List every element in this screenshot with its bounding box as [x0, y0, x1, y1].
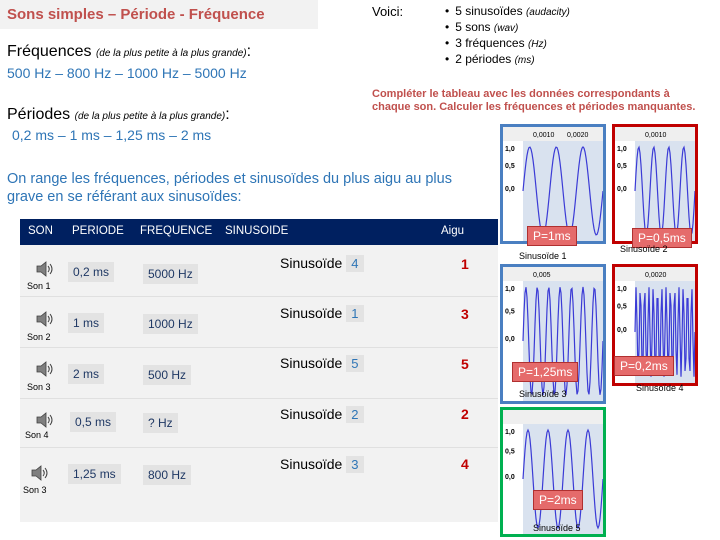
sinusoid-panel-2 — [612, 124, 698, 244]
amplitude-label: 1,0 — [505, 286, 515, 293]
sinusoid-panel-5 — [500, 407, 606, 537]
amplitude-label: 0,5 — [505, 308, 515, 316]
amplitude-label: 0,0 — [505, 474, 515, 481]
amplitude-label: 1,0 — [617, 146, 627, 153]
header-frequence: FREQUENCE — [140, 225, 213, 237]
frequence-cell: 800 Hz — [143, 465, 191, 485]
rank-cell: 5 — [461, 356, 469, 372]
frequencies-heading: Fréquences (de la plus petite à la plus grande): — [7, 43, 252, 60]
sinusoide-cell: Sinusoïde 2 — [280, 406, 364, 423]
waveform-plot — [503, 410, 603, 534]
row-divider — [20, 447, 498, 448]
period-box: P=1,25ms — [512, 362, 578, 382]
speaker-icon[interactable] — [35, 260, 55, 278]
speaker-icon[interactable] — [35, 360, 55, 378]
range-text: On range les fréquences, périodes et sinusoïdes du plus aigu au plus grave en se référant aux sinusoïdes: — [7, 171, 452, 205]
amplitude-label: 0,0 — [617, 327, 627, 334]
slide-title: Sons simples – Période - Fréquence — [7, 6, 265, 23]
son-label: Son 4 — [25, 430, 49, 440]
period-box: P=1ms — [527, 226, 577, 246]
amplitude-label: 1,0 — [505, 429, 515, 436]
instruction-text: Compléter le tableau avec les données correspondants à chaque son. Calculer les fréquences et périodes manquantes. — [372, 88, 696, 113]
sinusoid-label: Sinusoïde 2 — [620, 244, 668, 254]
periode-cell: 2 ms — [68, 364, 104, 384]
time-ruler — [503, 410, 603, 424]
time-tick-label: 0,0010 — [533, 132, 555, 139]
row-divider — [20, 398, 498, 399]
voici-item: • 5 sons (wav) — [445, 20, 570, 36]
time-tick-label: 0,0020 — [645, 272, 667, 279]
header-son: SON — [28, 225, 53, 237]
sinusoide-cell: Sinusoïde 5 — [280, 355, 364, 372]
rank-cell: 2 — [461, 406, 469, 422]
waveform-plot — [615, 127, 695, 241]
speaker-icon[interactable] — [30, 464, 50, 482]
periode-cell: 0,5 ms — [70, 412, 116, 432]
periode-cell: 0,2 ms — [68, 262, 114, 282]
sinusoid-label: Sinusoïde 5 — [533, 523, 581, 533]
frequence-cell: 5000 Hz — [143, 264, 198, 284]
time-tick-label: 0,0010 — [645, 132, 667, 139]
sinusoid-label: Sinusoïde 3 — [519, 389, 567, 399]
period-box: P=2ms — [533, 490, 583, 510]
row-divider — [20, 296, 498, 297]
amplitude-label: 0,5 — [505, 163, 515, 170]
sinusoide-cell: Sinusoïde 4 — [280, 255, 364, 272]
frequence-cell: ? Hz — [143, 413, 178, 433]
frequence-cell: 1000 Hz — [143, 314, 198, 334]
frequence-cell: 500 Hz — [143, 365, 191, 385]
frequencies-values: 500 Hz – 800 Hz – 1000 Hz – 5000 Hz — [7, 65, 247, 81]
voici-label: Voici: — [372, 4, 404, 19]
amplitude-label: 0,0 — [505, 186, 515, 193]
speaker-icon[interactable] — [35, 310, 55, 328]
voici-list — [445, 4, 570, 68]
periode-cell: 1 ms — [68, 313, 104, 333]
amplitude-label: 0,0 — [617, 186, 627, 193]
son-label: Son 2 — [27, 332, 51, 342]
time-tick-label: 0,0020 — [567, 132, 589, 139]
header-sinusoide: SINUSOIDE — [225, 225, 289, 237]
voici-item: • 3 fréquences (Hz) — [445, 36, 570, 52]
rank-cell: 1 — [461, 256, 469, 272]
sinusoid-label: Sinusoïde 4 — [636, 383, 684, 393]
time-ruler — [503, 267, 603, 281]
header-periode: PERIODE — [72, 225, 124, 237]
amplitude-label: 1,0 — [617, 286, 627, 293]
speaker-icon[interactable] — [35, 411, 55, 429]
son-label: Son 3 — [27, 382, 51, 392]
header-aigu: Aigu — [441, 225, 465, 237]
rank-cell: 3 — [461, 306, 469, 322]
periods-values: 0,2 ms – 1 ms – 1,25 ms – 2 ms — [12, 127, 212, 143]
amplitude-label: 0,5 — [617, 303, 627, 311]
rank-cell: 4 — [461, 456, 469, 472]
waveform-plot — [503, 127, 603, 241]
sinusoide-cell: Sinusoïde 1 — [280, 305, 364, 322]
row-divider — [20, 347, 498, 348]
time-tick-label: 0,005 — [533, 272, 551, 279]
son-label: Son 3 — [23, 485, 47, 495]
amplitude-label: 0,5 — [617, 163, 627, 170]
periods-heading: Périodes (de la plus petite à la plus grande): — [7, 106, 230, 123]
sinusoid-panel-3 — [500, 264, 606, 404]
sinusoide-cell: Sinusoïde 3 — [280, 456, 364, 473]
voici-item: • 2 périodes (ms) — [445, 52, 570, 68]
amplitude-label: 0,5 — [505, 448, 515, 456]
voici-item: • 5 sinusoïdes (audacity) — [445, 4, 570, 20]
period-box: P=0,2ms — [614, 356, 674, 376]
amplitude-label: 1,0 — [505, 146, 515, 153]
periode-cell: 1,25 ms — [68, 464, 121, 484]
amplitude-label: 0,0 — [505, 336, 515, 343]
son-label: Son 1 — [27, 281, 51, 291]
sinusoid-label: Sinusoïde 1 — [519, 251, 567, 261]
period-box: P=0,5ms — [632, 228, 692, 248]
